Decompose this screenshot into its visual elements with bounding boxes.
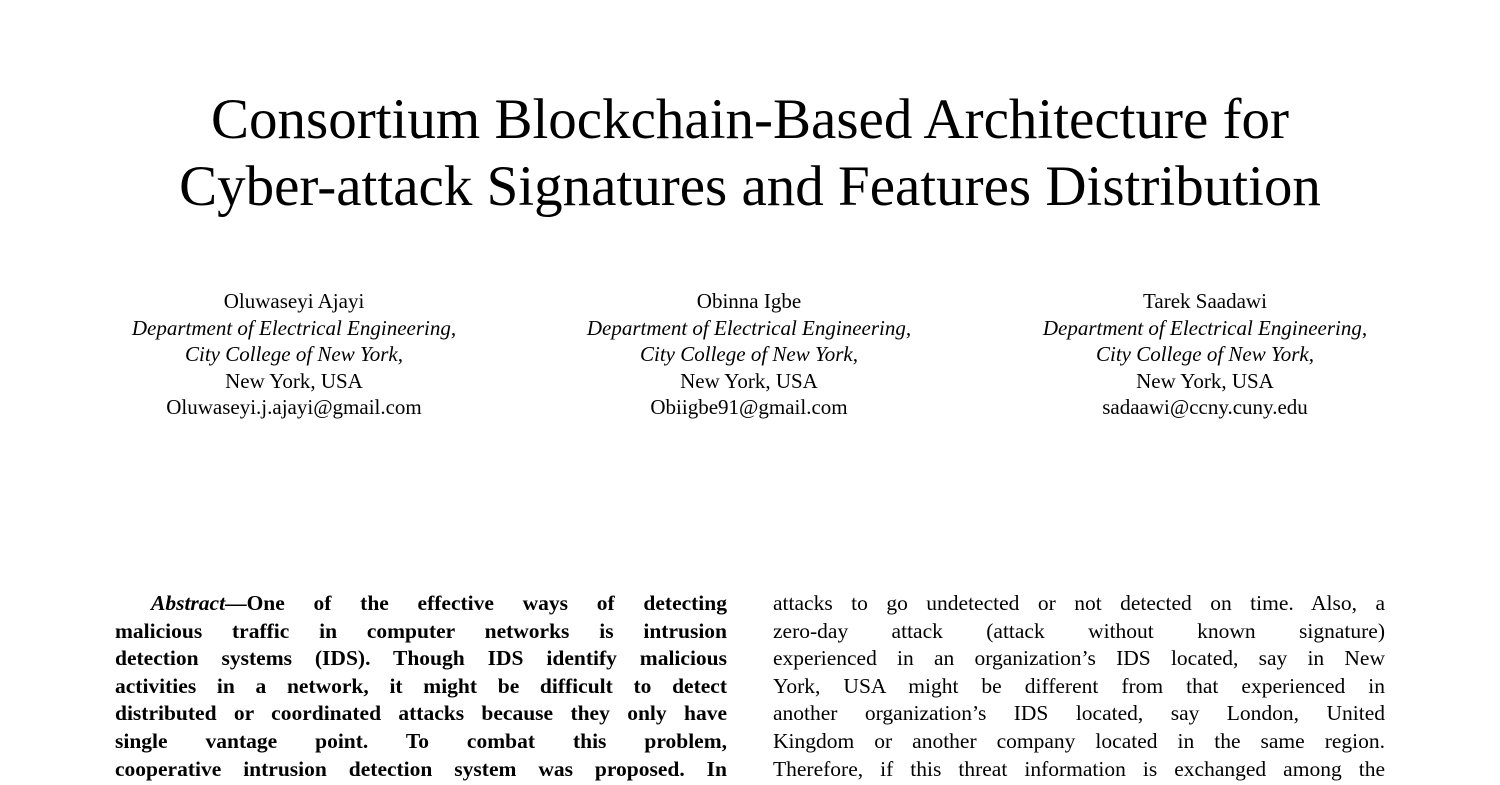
author-email: sadaawi@ccny.cuny.edu — [1102, 395, 1308, 419]
abstract-line: distributed or coordinated attacks because they only have — [115, 701, 727, 726]
author-name: Obinna Igbe — [696, 289, 802, 313]
author-college: City College of New York, — [1096, 342, 1314, 366]
author-college: City College of New York, — [640, 342, 858, 366]
abstract-dash: — — [225, 591, 247, 615]
body-line: Kingdom or another company located in the same region. — [773, 728, 1385, 753]
author-3 — [995, 288, 1415, 421]
abstract-line: malicious traffic in computer networks is intrusion — [115, 618, 727, 643]
body-line: experienced in an organization’s IDS located, say in New — [773, 646, 1385, 671]
body-line: attacks to go undetected or not detected on time. Also, a — [773, 591, 1385, 615]
body-line: another organization’s IDS located, say London, United — [773, 701, 1385, 726]
body-line: zero-day attack (attack without known signature) — [773, 618, 1385, 643]
author-department: Department of Electrical Engineering, — [1042, 315, 1368, 340]
body-line: York, USA might be different from that experienced in — [773, 673, 1385, 698]
abstract-line: single vantage point. To combat this problem, — [115, 728, 727, 753]
author-city: New York, USA — [680, 368, 818, 393]
paper-title-line-1: Consortium Blockchain-Based Architecture for — [211, 88, 1289, 151]
paper-title — [0, 86, 1500, 220]
author-email: Oluwaseyi.j.ajayi@gmail.com — [166, 395, 422, 419]
author-college: City College of New York, — [185, 342, 403, 366]
author-name: Oluwaseyi Ajayi — [223, 289, 365, 313]
author-block — [0, 288, 1500, 428]
author-email: Obiigbe91@gmail.com — [650, 395, 848, 419]
author-2 — [539, 288, 959, 421]
author-city: New York, USA — [1136, 368, 1274, 393]
abstract-line: cooperative intrusion detection system was proposed. In — [115, 756, 727, 781]
abstract-line: Abstract—One of the effective ways of detecting — [151, 591, 727, 615]
body-line: Therefore, if this threat information is exchanged among the — [773, 756, 1385, 781]
author-name: Tarek Saadawi — [1143, 289, 1267, 313]
abstract-line: detection systems (IDS). Though IDS identify malicious — [115, 646, 727, 671]
paper-title-line-2: Cyber-attack Signatures and Features Distribution — [179, 155, 1321, 218]
author-department: Department of Electrical Engineering, — [586, 315, 912, 340]
abstract — [115, 590, 727, 783]
author-1 — [84, 288, 504, 421]
author-city: New York, USA — [225, 368, 363, 393]
abstract-line: activities in a network, it might be difficult to detect — [115, 673, 727, 698]
body-text-right-column — [773, 590, 1385, 783]
abstract-label: Abstract — [151, 591, 226, 615]
author-department: Department of Electrical Engineering, — [131, 315, 457, 340]
